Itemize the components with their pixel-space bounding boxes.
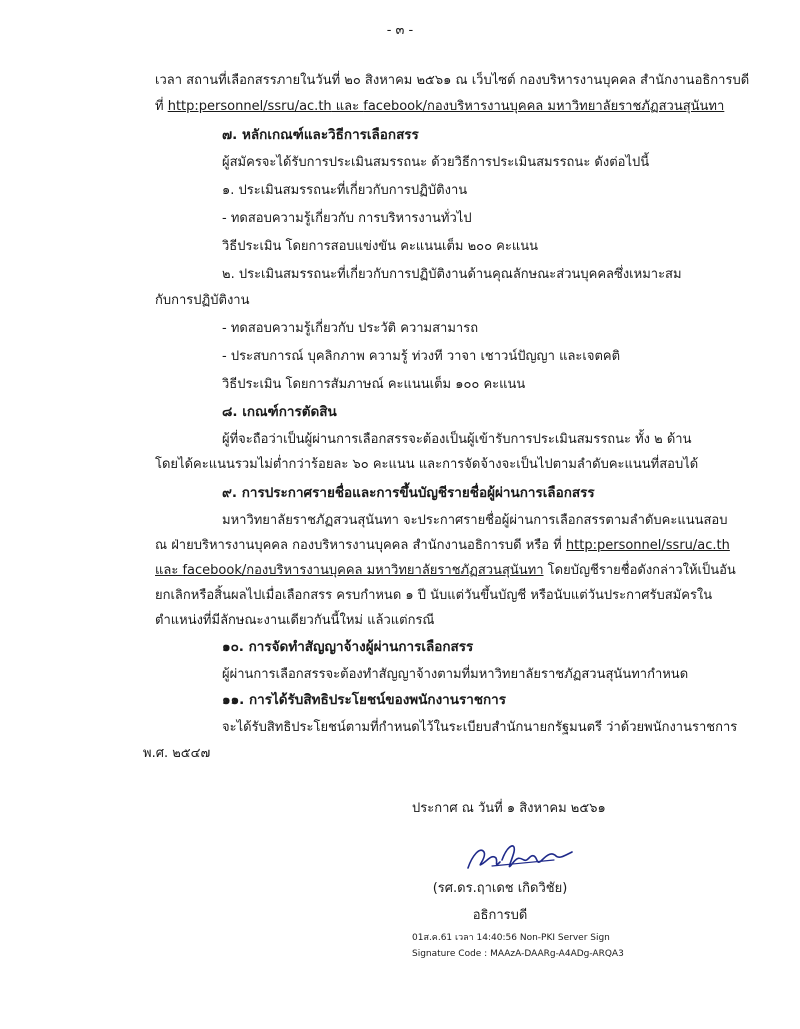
section-7-heading: ๗. หลักเกณฑ์และวิธีการเลือกสรร <box>222 127 419 143</box>
section-10-heading: ๑๐. การจัดทำสัญญาจ้างผู้ผ่านการเลือกสรร <box>222 639 474 655</box>
section-7-p8: วิธีประเมิน โดยการสัมภาษณ์ คะแนนเต็ม ๑๐๐ คะแนน <box>222 377 526 392</box>
section-9-l1: มหาวิทยาลัยราชภัฏสวนสุนันทา จะประกาศรายชื่อผู้ผ่านการเลือกสรรตามลำดับคะแนนสอบ <box>222 513 728 528</box>
signer-name: (รศ.ดร.ฤาเดช เกิดวิชัย) <box>432 881 568 896</box>
personnel-website-link-2[interactable]: http:personnel/ssru/ac.th <box>565 538 730 553</box>
section-11-heading: ๑๑. การได้รับสิทธิประโยชน์ของพนักงานราชการ <box>222 692 506 708</box>
intro-prefix: ที่ <box>155 99 168 114</box>
section-9-l3-and: และ <box>155 563 183 578</box>
section-7-p4: วิธีประเมิน โดยการสอบแข่งขัน คะแนนเต็ม ๒๐๐ คะแนน <box>222 239 539 254</box>
section-7-p1: ผู้สมัครจะได้รับการประเมินสมรรถนะ ด้วยวิธีการประเมินสมรรถนะ ดังต่อไปนี้ <box>222 155 650 170</box>
page-number: - ๓ - <box>386 23 414 38</box>
section-9-l5: ตำแหน่งที่มีลักษณะงานเดียวกันนี้ใหม่ แล้วแต่กรณี <box>155 613 435 628</box>
section-11-p1a: จะได้รับสิทธิประโยชน์ตามที่กำหนดไว้ในระเบียบสำนักนายกรัฐมนตรี ว่าด้วยพนักงานราชการ <box>222 720 738 735</box>
intro-line-2 <box>155 98 724 116</box>
section-7-p7: - ประสบการณ์ บุคลิกภาพ ความรู้ ท่วงที วาจา เชาวน์ปัญญา และเจตคติ <box>222 349 621 364</box>
section-7-p5a: ๒. ประเมินสมรรถนะที่เกี่ยวกับการปฏิบัติงานด้านคุณลักษณะส่วนบุคคลซึ่งเหมาะสม <box>222 267 682 282</box>
section-7-p5b: กับการปฏิบัติงาน <box>155 293 250 308</box>
section-10-p1: ผู้ผ่านการเลือกสรรจะต้องทำสัญญาจ้างตามที่มหาวิทยาลัยราชภัฏสวนสุนันทากำหนด <box>222 667 689 682</box>
section-9-heading: ๙. การประกาศรายชื่อและการขึ้นบัญชีรายชื่อผู้ผ่านการเลือกสรร <box>222 485 595 501</box>
section-7-p3: - ทดสอบความรู้เกี่ยวกับ การบริหารงานทั่วไป <box>222 211 472 226</box>
signature-code: Signature Code : MAAzA-DAARg-A4ADg-ARQA3 <box>412 949 624 959</box>
section-8-heading: ๘. เกณฑ์การตัดสิน <box>222 404 337 420</box>
section-9-l3 <box>155 562 736 580</box>
signature-image <box>462 838 582 878</box>
section-9-l2 <box>155 537 730 555</box>
section-9-l3-text: โดยบัญชีรายชื่อดังกล่าวให้เป็นอัน <box>543 563 736 578</box>
section-8-p1a: ผู้ที่จะถือว่าเป็นผู้ผ่านการเลือกสรรจะต้องเป็นผู้เข้ารับการประเมินสมรรถนะ ทั้ง ๒ ด้าน <box>222 432 692 447</box>
facebook-link-2[interactable]: facebook/กองบริหารงานบุคคล มหาวิทยาลัยราชภัฏสวนสุนันทา <box>182 563 544 578</box>
intro-and: และ <box>331 99 364 114</box>
facebook-link[interactable]: facebook/กองบริหารงานบุคคล มหาวิทยาลัยราชภัฏสวนสุนันทา <box>363 99 725 114</box>
section-7-p6: - ทดสอบความรู้เกี่ยวกับ ประวัติ ความสามารถ <box>222 321 479 336</box>
server-sign-stamp: 01ส.ค.61 เวลา 14:40:56 Non-PKI Server Sign <box>412 933 610 943</box>
section-9-l2-text: ณ ฝ่ายบริหารงานบุคคล กองบริหารงานบุคคล สำนักงานอธิการบดี หรือ ที่ <box>155 538 566 553</box>
section-8-p1b: โดยได้คะแนนรวมไม่ต่ำกว่าร้อยละ ๖๐ คะแนน และการจัดจ้างจะเป็นไปตามลำดับคะแนนที่สอบได้ <box>155 457 699 472</box>
section-11-p1b: พ.ศ. ๒๕๔๗ <box>143 746 211 761</box>
announcement-date: ประกาศ ณ วันที่ ๑ สิงหาคม ๒๕๖๑ <box>412 801 606 816</box>
signer-title: อธิการบดี <box>472 908 528 923</box>
section-9-l4: ยกเลิกหรือสิ้นผลไปเมื่อเลือกสรร ครบกำหนด ๑ ปี นับแต่วันขึ้นบัญชี หรือนับแต่วันประกาศรับสมัครใน <box>155 588 713 603</box>
section-7-p2: ๑. ประเมินสมรรถนะที่เกี่ยวกับการปฏิบัติงาน <box>222 183 468 198</box>
personnel-website-link[interactable]: http:personnel/ssru/ac.th <box>167 99 332 114</box>
intro-line-1: เวลา สถานที่เลือกสรรภายในวันที่ ๒๐ สิงหาคม ๒๕๖๑ ณ เว็บไซต์ กองบริหารงานบุคคล สำนักงานอธิการบดี <box>155 73 750 88</box>
